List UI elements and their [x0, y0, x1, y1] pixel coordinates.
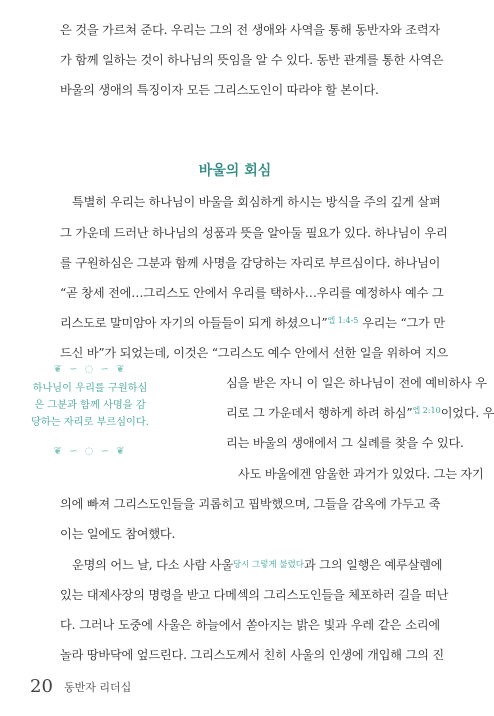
body-line: 의에 빠져 그리스도인들을 괴롭히고 핍박했으며, 그들을 감옥에 가두고 죽	[60, 497, 441, 511]
running-title: 동반자 리더십	[64, 680, 132, 694]
body-text: 운명의 어느 날, 다소 사람 사울	[72, 558, 233, 572]
body-line: 리는 바울의 생애에서 그 실례를 찾을 수 있다.	[226, 436, 464, 450]
body-line: 그 가운데 드러난 하나님의 성품과 뜻을 알아둘 필요가 있다. 하나님이 우리	[60, 226, 448, 240]
body-text: 리스도로 말미암아 자기의 아들들이 되게 하셨으니”	[60, 316, 328, 330]
body-line: 다. 그러나 도중에 사울은 하늘에서 쏟아지는 밝은 빛과 우레 같은 소리에	[60, 618, 440, 632]
body-text: 리로 그 가운데서 행하게 하려 하심”	[226, 406, 413, 420]
pull-quote-line: 당하는 자리로 부르심이다.	[31, 417, 149, 428]
body-line: 사도 바울에겐 암울한 과거가 있었다. 그는 자기	[238, 467, 484, 481]
body-line: 바울의 생애의 특징이자 모든 그리스도인이 따라야 할 본이다.	[60, 83, 379, 97]
body-line	[226, 405, 494, 423]
pull-quote	[30, 380, 150, 431]
page-number: 20	[30, 676, 53, 697]
body-line: 심을 받은 자니 이 일은 하나님이 전에 예비하사 우	[226, 376, 487, 390]
pull-quote-line: 은 그분과 함께 사명을 감	[34, 400, 146, 411]
body-line: 있는 대제사장의 명령을 받고 다메섹의 그리스도인들을 체포하러 길을 떠난	[60, 588, 449, 602]
scripture-reference: 엡 1:4-5	[327, 316, 359, 325]
body-line: 이는 일에도 참여했다.	[60, 527, 176, 541]
body-line: 드신 바”가 되었는데, 이것은 “그리스도 예수 안에서 선한 일을 위하여 지으	[60, 346, 449, 360]
body-line: 특별히 우리는 하나님이 바울을 회심하게 하시는 방식을 주의 깊게 살펴	[72, 195, 441, 209]
section-heading: 바울의 회심	[198, 163, 272, 179]
ornament-top-icon: ❦ ∽ ◌ ∽ ❦	[53, 364, 127, 375]
body-text: 과 그의 일행은 예루살렘에	[304, 558, 443, 572]
body-line	[60, 557, 443, 575]
body-line: 가 함께 일하는 것이 하나님의 뜻임을 알 수 있다. 동반 관계를 통한 사역은	[60, 53, 444, 67]
page-footer	[30, 676, 131, 697]
ornament-bottom-icon: ❦ ∽ ◌ ∽ ❦	[53, 446, 127, 457]
body-line: 은 것을 가르쳐 준다. 우리는 그의 전 생애와 사역을 통해 동반자와 조력자	[60, 23, 440, 37]
pull-quote-line: 하나님이 우리를 구원하심	[32, 383, 148, 394]
body-line: 를 구원하심은 그분과 함께 사명을 감당하는 자리로 부르심이다. 하나님이	[60, 256, 441, 270]
body-text: 이었다. 우	[440, 406, 494, 420]
body-text: 우리는 “그가 만	[358, 316, 445, 330]
scripture-reference: 엡 2:10	[412, 406, 441, 415]
inline-gloss: 당시 그렇게 불렸다	[232, 560, 305, 570]
body-line	[60, 315, 445, 333]
body-line: “곧 창세 전에…그리스도 안에서 우리를 택하사…우리를 예정하사 예수 그	[60, 286, 444, 300]
body-line: 놀라 땅바닥에 엎드린다. 그리스도께서 친히 사울의 인생에 개입해 그의 진	[60, 648, 444, 662]
